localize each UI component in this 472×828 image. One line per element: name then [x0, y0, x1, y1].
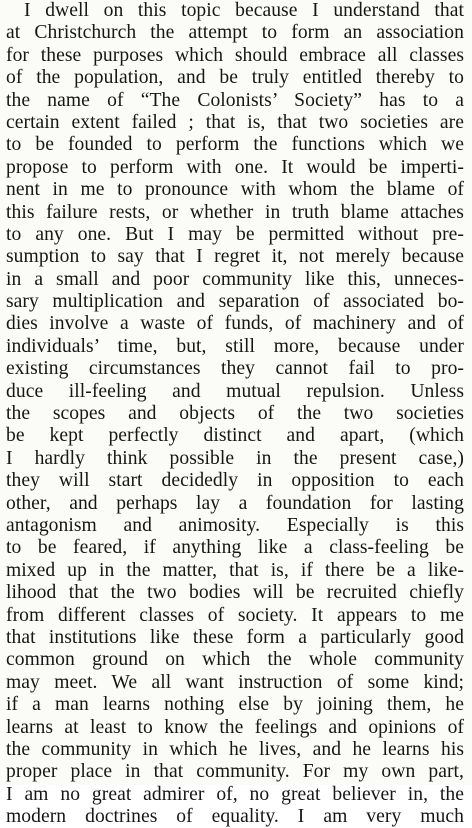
text-line: from different classes of society. It appears to me — [6, 604, 464, 626]
text-line: duce ill-feeling and mutual repulsion. Unless — [6, 380, 464, 402]
text-line: the scopes and objects of the two societies — [6, 403, 464, 425]
text-line: mixed up in the matter, that is, if there be a like- — [6, 559, 464, 581]
text-line: this failure rests, or whether in truth blame attaches — [6, 201, 464, 223]
text-line: that institutions like these form a particularly good — [6, 626, 464, 648]
text-line: the name of “The Colonists’ Society” has to a — [6, 89, 464, 111]
text-line: lihood that the two bodies will be recruited chiefly — [6, 582, 464, 604]
text-line: I dwell on this topic because I understand that — [24, 0, 464, 21]
text-line: existing circumstances they cannot fail to pro- — [6, 358, 464, 380]
text-line: to be founded to perform the functions which we — [6, 134, 464, 156]
text-line: if a man learns nothing else by joining them, he — [6, 694, 464, 716]
text-line: dies involve a waste of funds, of machinery and of — [6, 313, 464, 335]
text-line: proper place in that community. For my own part, — [6, 761, 464, 783]
text-line: individuals’ time, but, still more, because under — [6, 335, 464, 357]
text-line: antagonism and animosity. Especially is this — [6, 514, 464, 536]
text-line: other, and perhaps lay a foundation for lasting — [6, 492, 464, 514]
text-line: sumption to say that I regret it, not merely because — [6, 246, 464, 268]
text-line: of the population, and be truly entitled thereby to — [6, 67, 464, 89]
text-line: be kept perfectly distinct and apart, (which — [6, 425, 464, 447]
text-line: I am no great admirer of, no great believer in, the — [6, 783, 464, 805]
text-line: I hardly think possible in the present case,) — [6, 447, 464, 469]
text-line: for these purposes which should embrace all classes — [6, 44, 464, 66]
text-line: learns at least to know the feelings and opinions of — [6, 716, 464, 738]
text-line: propose to perform with one. It would be imperti- — [6, 156, 464, 178]
text-line: at Christchurch the attempt to form an association — [6, 22, 464, 44]
text-line: common ground on which the whole community — [6, 649, 464, 671]
text-line: to any one. But I may be permitted without pre- — [6, 223, 464, 245]
text-line: modern doctrines of equality. I am very much — [6, 806, 464, 828]
text-line: sary multiplication and separation of associated bo- — [6, 291, 464, 313]
article-column — [6, 0, 464, 828]
text-line: they will start decidedly in opposition to each — [6, 470, 464, 492]
text-line: nent in me to pronounce with whom the blame of — [6, 179, 464, 201]
text-line: may meet. We all want instruction of some kind; — [6, 671, 464, 693]
text-line: certain extent failed ; that is, that two societies are — [6, 111, 464, 133]
text-line: to be feared, if anything like a class-feeling be — [6, 537, 464, 559]
text-line: the community in which he lives, and he learns his — [6, 738, 464, 760]
text-line: in a small and poor community like this, unneces- — [6, 268, 464, 290]
